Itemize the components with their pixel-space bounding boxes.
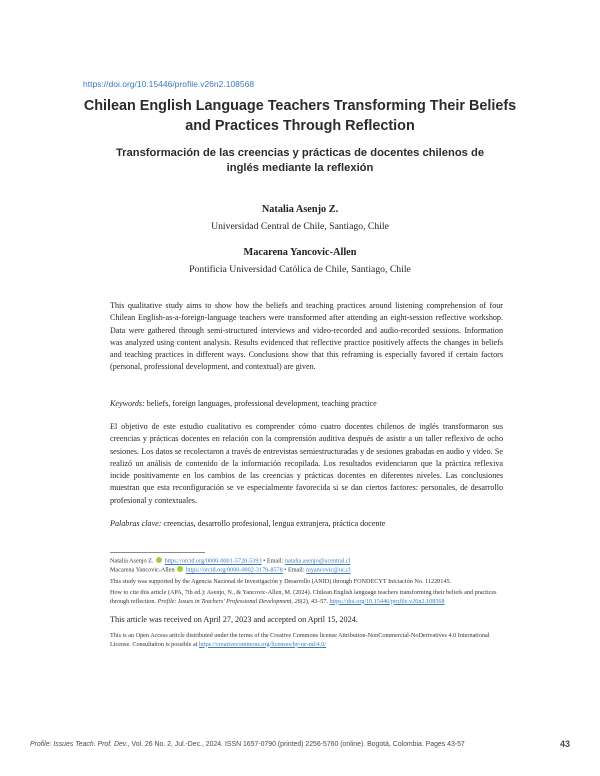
doi-link[interactable]: https://doi.org/10.15446/profile.v26n2.108568 — [83, 79, 255, 89]
keywords-text: creencias, desarrollo profesional, lengua extranjera, práctica docente — [161, 519, 386, 528]
footnote-divider — [110, 552, 205, 553]
keywords-label: Keywords: — [110, 399, 145, 408]
citation-issue: (2), 43–57. — [300, 597, 330, 605]
orcid-icon — [177, 566, 183, 572]
article-title: Chilean English Language Teachers Transforming Their Beliefs and Practices Through Reflection — [83, 98, 517, 134]
abstract-english: This qualitative study aims to show how the beliefs and teaching practices around listening comprehension of four Chilean English-as-a-foreign-language teachers were transformed after attending an eight-session reflective workshop. Data were gathered through semi-structured interviews and video-recorded and audio-recorded sessions. Information was analyzed using content analysis. Results evidenced that reflective practice positively affects the changes in beliefs and teaching practices in different ways. Conclusions show that this reframing is especially favored if certain factors (personal, professional development, and contextual) are given. — [110, 301, 503, 372]
footer-journal: Profile: Issues Teach. Prof. Dev. — [30, 741, 128, 748]
footnote-author-1 — [110, 557, 510, 566]
email-label: • Email: — [282, 566, 307, 574]
footer-details: , Vol. 26 No. 2, Jul.-Dec., 2024. ISSN 1657-0790 (printed) 2256-5760 (online). Bogotá, Colombia. Pages 43-57 — [127, 741, 465, 748]
email-link[interactable]: myancovic@uc.cl — [306, 566, 351, 574]
page-number: 43 — [560, 739, 571, 749]
email-label: • Email: — [261, 557, 285, 565]
received-date: This article was received on April 27, 2023 and accepted on April 15, 2024. — [110, 615, 358, 624]
author-block-1 — [100, 203, 500, 234]
author-affiliation: Universidad Central de Chile, Santiago, Chile — [211, 221, 389, 232]
article-subtitle: Transformación de las creencias y prácticas de docentes chilenos de inglés mediante la reflexión — [115, 147, 485, 174]
license-notice — [110, 632, 510, 649]
orcid-link[interactable]: https://orcid.org/0000-0001-5720-5393 — [164, 557, 262, 565]
author-affiliation: Pontificia Universidad Católica de Chile, Santiago, Chile — [189, 264, 411, 275]
citation-text: How to cite this article (APA, 7th ed.): Asenjo, N., & Yancovic-Allen, M. (2024). Chilean English language teachers transforming their beliefs and practices through reflection. — [110, 589, 497, 605]
footnote-author-name: Macarena Yancovic-Allen — [110, 566, 175, 574]
author-name: Natalia Asenjo Z. — [261, 204, 339, 215]
author-block-2 — [100, 246, 500, 277]
keywords-spanish — [110, 518, 503, 530]
license-text: This is an Open Access article distributed under the terms of the Creative Commons license Attribution-NonCommercial-NoDerivatives 4.0 International License. Consultation is possible at — [110, 632, 490, 648]
orcid-link[interactable]: https://orcid.org/0000-0002-3179-8578 — [185, 566, 283, 574]
footnote-author-2 — [110, 566, 510, 575]
orcid-icon — [156, 557, 162, 563]
author-name: Macarena Yancovic-Allen — [243, 247, 357, 258]
email-link[interactable]: natalia.asenjo@ucentral.cl — [284, 557, 351, 565]
citation-journal: Profile: Issues in Teachers' Professional Development, 26 — [157, 597, 301, 605]
keywords-label: Palabras clave: — [110, 519, 162, 528]
keywords-text: beliefs, foreign languages, professional development, teaching practice — [144, 399, 377, 408]
footnote-author-name: Natalia Asenjo Z. — [110, 557, 154, 565]
footnote-citation — [110, 589, 510, 606]
footnote-support: This study was supported by the Agencia Nacional de Investigación y Desarrollo (ANID) through FONDECYT Iniciación No. 11220145. — [110, 578, 452, 585]
license-link[interactable]: https://creativecommons.org/licenses/by-nc-nd/4.0/ — [199, 640, 327, 648]
abstract-spanish: El objetivo de este estudio cualitativo es comprender cómo cuatro docentes chilenos de inglés transformaron sus creencias y prácticas docentes en relación con la comprensión auditiva después de asistir a un taller reflexivo de ocho sesiones. Los datos se recolectaron a través de entrevistas semiestructuradas y de sesiones grabadas en audio y video. Se realizó un análisis de contenido de la información recopilada. Los resultados evidenciaron que la práctica reflexiva incide positivamente en los cambios de las creencias y prácticas docentes en diferentes niveles. Las conclusiones muestran que esta reconfiguración se ve especialmente favorecida si se dan ciertos factores: personales, de desarrollo profesional y contextuales. — [110, 422, 503, 505]
journal-footer — [30, 741, 465, 748]
citation-doi-link[interactable]: https://doi.org/10.15446/profile.v26n2.108568 — [329, 597, 445, 605]
keywords-english — [110, 398, 503, 410]
